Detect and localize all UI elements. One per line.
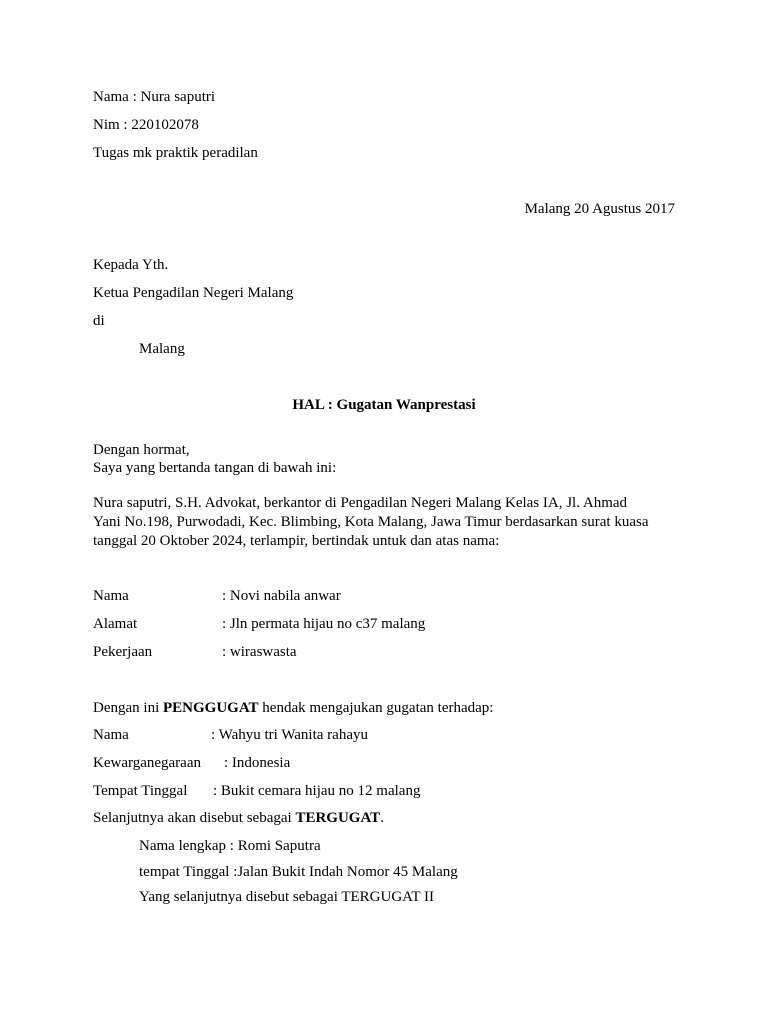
defendant1-name-label: Nama (93, 727, 129, 743)
plaintiff-name-label: Nama (93, 588, 129, 604)
defendant2-residence-line: tempat Tinggal :Jalan Bukit Indah Nomor 45 Malang (139, 864, 458, 880)
plaintiff-job-label: Pekerjaan (93, 644, 153, 660)
addressee-line-3: di (93, 313, 105, 329)
defendant1-nationality-row (93, 754, 493, 772)
task-line: Tugas mk praktik peradilan (93, 145, 258, 161)
addressee-line-1: Kepada Yth. (93, 257, 169, 273)
lawsuit-intro-suffix: hendak mengajukan gugatan terhadap: (258, 700, 494, 716)
lawsuit-intro-prefix: Dengan ini (93, 700, 163, 716)
plaintiff-address-row (93, 615, 493, 633)
defendant1-designation-line (93, 809, 384, 827)
plaintiff-job-value: : wiraswasta (222, 644, 297, 660)
date-line: Malang 20 Agustus 2017 (524, 201, 675, 217)
addressee-line-4: Malang (139, 341, 185, 357)
plaintiff-address-label: Alamat (93, 616, 138, 632)
greeting-line-2: Saya yang bertanda tangan di bawah ini: (93, 460, 337, 476)
defendant2-designation-line: Yang selanjutnya disebut sebagai TERGUGAT II (139, 889, 434, 905)
intro-paragraph-line-1: Nura saputri, S.H. Advokat, berkantor di Pengadilan Negeri Malang Kelas IA, Jl. Ahmad (93, 495, 628, 511)
student-nim-line: Nim : 220102078 (93, 117, 199, 133)
defendant1-name-value: : Wahyu tri Wanita rahayu (211, 727, 368, 743)
defendant1-nationality-value: : Indonesia (224, 755, 291, 771)
defendant1-residence-value: : Bukit cemara hijau no 12 malang (213, 783, 421, 799)
plaintiff-address-value: : Jln permata hijau no c37 malang (222, 616, 426, 632)
student-name-line: Nama : Nura saputri (93, 89, 216, 105)
defendant1-nationality-label: Kewarganegaraan (93, 755, 201, 771)
defendant1-designation-suffix: . (380, 810, 384, 826)
defendant1-designation-prefix: Selanjutnya akan disebut sebagai (93, 810, 296, 826)
defendant1-residence-row (93, 782, 493, 800)
defendant1-name-row (93, 726, 493, 744)
addressee-line-2: Ketua Pengadilan Negeri Malang (93, 285, 294, 301)
lawsuit-intro-line (93, 699, 493, 717)
intro-paragraph-line-2: Yani No.198, Purwodadi, Kec. Blimbing, Kota Malang, Jawa Timur berdasarkan surat kuasa (93, 514, 649, 530)
greeting-line-1: Dengan hormat, (93, 442, 190, 458)
plaintiff-job-row (93, 643, 493, 661)
defendant2-name-line: Nama lengkap : Romi Saputra (139, 838, 321, 854)
plaintiff-term: PENGGUGAT (162, 700, 259, 716)
subject-heading: HAL : Gugatan Wanprestasi (292, 397, 476, 413)
plaintiff-name-row (93, 587, 493, 605)
defendant-term: TERGUGAT (295, 810, 381, 826)
plaintiff-name-value: : Novi nabila anwar (222, 588, 341, 604)
defendant1-residence-label: Tempat Tinggal (93, 783, 188, 799)
intro-paragraph-line-3: tanggal 20 Oktober 2024, terlampir, bertindak untuk dan atas nama: (93, 533, 500, 549)
